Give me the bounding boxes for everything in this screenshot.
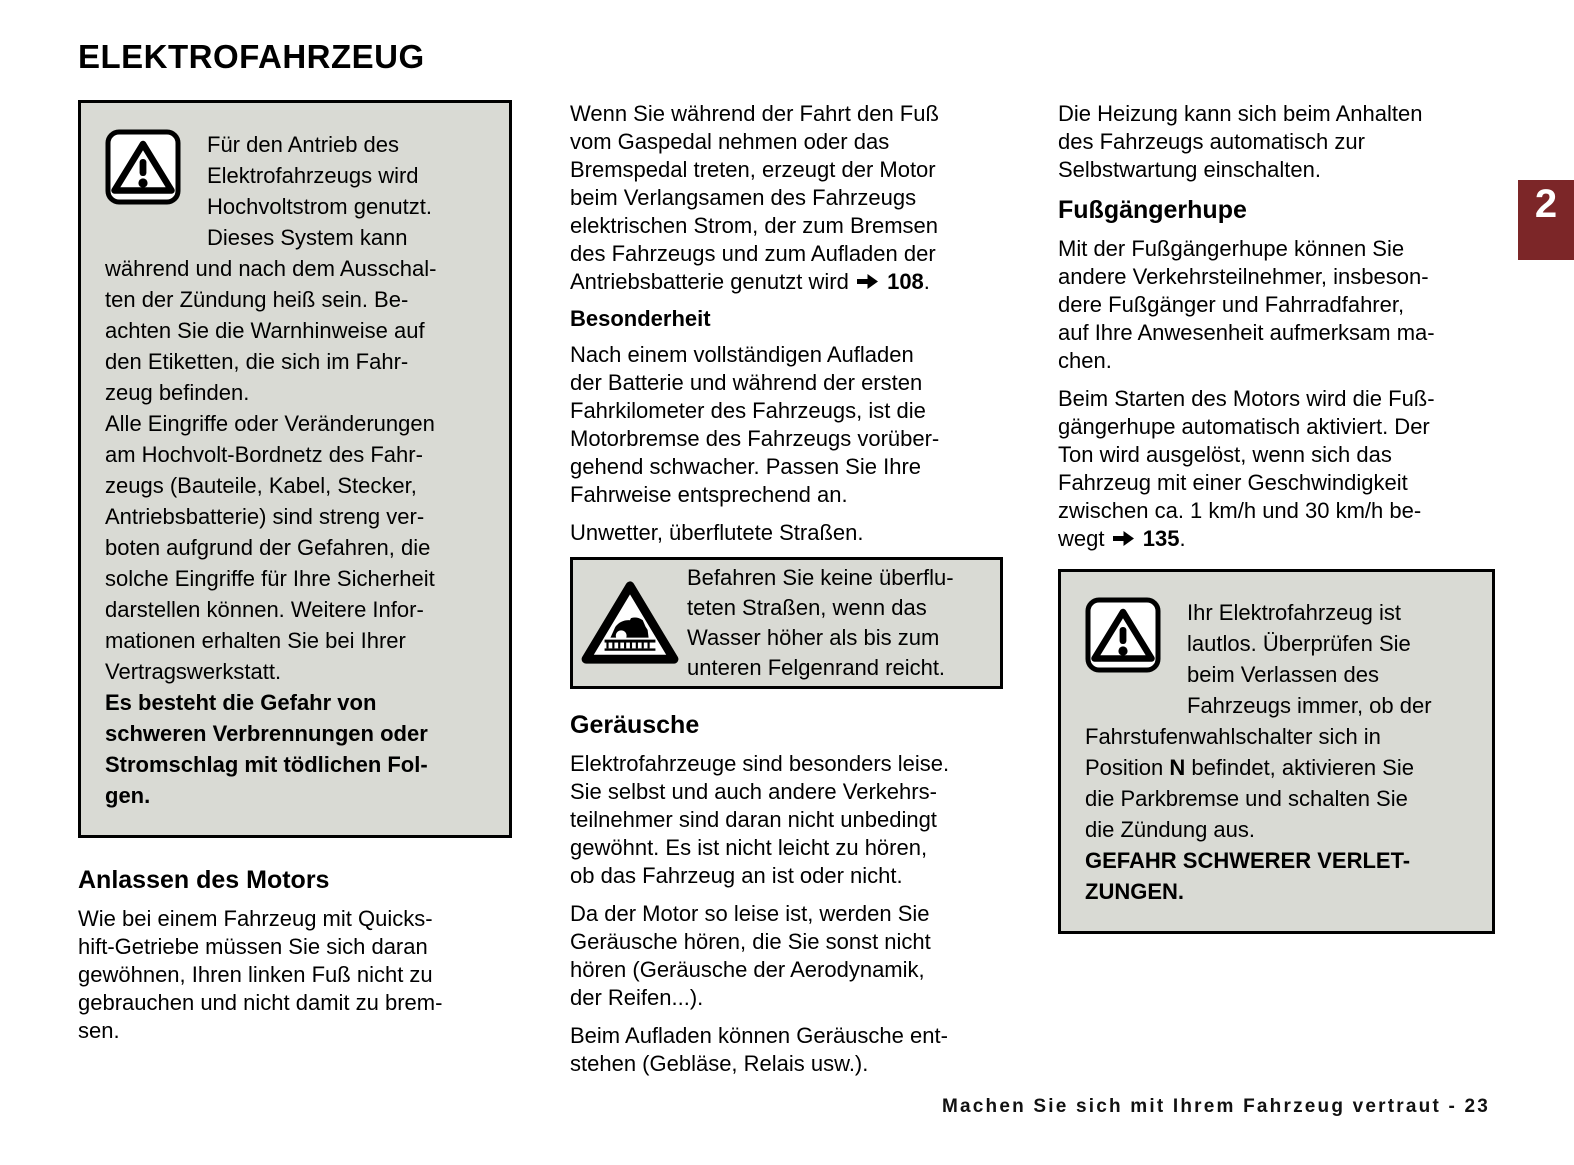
flood-box-text: Befahren Sie keine überflu- teten Straßen, wenn das Wasser höher als bis zum unteren Felgenrand reicht. xyxy=(687,565,954,680)
silent-box-lines-a: Ihr Elektrofahrzeug ist lautlos. Überprüfen Sie beim Verlassen des Fahrzeugs immer, ob der Fahrstufenwahlschalter sich in xyxy=(1085,600,1432,749)
fussgaengerhupe-ref-line xyxy=(1058,525,1495,553)
ref-line-period: . xyxy=(1179,526,1186,551)
section-heading-geraeusche: Geräusche xyxy=(570,711,700,739)
gear-position-n: N xyxy=(1169,755,1186,780)
n-line-prefix: Position xyxy=(1085,755,1170,780)
arrow-right-icon xyxy=(857,273,878,290)
warning-box-body: Für den Antrieb des Elektrofahrzeugs wird Hochvoltstrom genutzt. Dieses System kann während und nach dem Ausschal- ten der Zündung heiß sein. Be- achten Sie die Warnhinweise auf den Etiketten, die sich im Fahr- zeug befinden. Alle Eingriffe oder Veränderungen am Hochvolt-Bordnetz des Fahr- zeugs (Bauteile, Kabel, Stecker, Antriebsbatterie) sind streng ver- boten aufgrund der Gefahren, die solche Eingriffe für Ihre Sicherheit darstellen können. Weitere Infor- mationen erhalten Sie bei Ihrer Vertragswerkstatt. xyxy=(105,132,437,684)
n-line-suffix: befindet, aktivieren Sie xyxy=(1185,755,1414,780)
section-heading-fussgaengerhupe: Fußgängerhupe xyxy=(1058,196,1247,224)
cross-reference-135[interactable]: 135 xyxy=(1142,526,1180,551)
ref-line-period: . xyxy=(923,269,930,294)
silent-box-danger-statement: GEFAHR SCHWERER VERLET- ZUNGEN. xyxy=(1085,848,1411,904)
regen-braking-ref-line xyxy=(570,268,1003,296)
high-voltage-warning-box xyxy=(78,100,512,838)
flooded-road-warning-box xyxy=(570,557,1003,689)
geraeusche-paragraph-2: Da der Motor so leise ist, werden Sie Geräusche hören, die Sie sonst nicht hören (Geräusche der Aerodynamik, der Reifen...). xyxy=(570,901,931,1010)
fussgaengerhupe-paragraph-1: Mit der Fußgängerhupe können Sie andere Verkehrsteilnehmer, insbeson- dere Fußgänger und Fahrradfahrer, auf Ihre Anwesenheit aufmerksam ma- chen. xyxy=(1058,236,1435,373)
right-column xyxy=(1058,100,1495,934)
ref-line-text: Antriebsbatterie genutzt wird xyxy=(570,269,849,294)
ref-line-text: wegt xyxy=(1058,526,1105,551)
flood-icon-wrapper xyxy=(581,579,687,667)
footer-page-line: Machen Sie sich mit Ihrem Fahrzeug vertraut - 23 xyxy=(941,1096,1490,1117)
silent-box-lines-b: die Parkbremse und schalten Sie die Zündung aus. xyxy=(1085,786,1408,842)
unwetter-line: Unwetter, überflutete Straßen. xyxy=(570,520,864,545)
warning-icon-wrapper xyxy=(1085,597,1187,721)
section-anlassen-paragraph: Wie bei einem Fahrzeug mit Quicks- hift-Getriebe müssen Sie sich daran gewöhnen, Ihren linken Fuß nicht zu gebrauchen und nicht damit zu brem- sen. xyxy=(78,906,443,1043)
middle-column xyxy=(570,100,1003,1088)
page-title: ELEKTROFAHRZEUG xyxy=(78,38,425,75)
flooded-road-warning-icon xyxy=(581,579,679,667)
cross-reference-108[interactable]: 108 xyxy=(887,269,924,294)
warning-triangle-icon xyxy=(105,129,181,205)
fussgaengerhupe-paragraph-2: Beim Starten des Motors wird die Fuß- gängerhupe automatisch aktiviert. Der Ton wird ausgelöst, wenn sich das Fahrzeug mit einer Geschwindigkeit zwischen ca. 1 km/h und 30 km/h be- xyxy=(1058,386,1435,523)
regen-braking-paragraph: Wenn Sie während der Fahrt den Fuß vom Gaspedal nehmen oder das Bremspedal treten, erzeugt der Motor beim Verlangsamen des Fahrzeugs elektrischen Strom, der zum Bremsen des Fahrzeugs und zum Aufladen der xyxy=(570,101,939,266)
heizung-paragraph: Die Heizung kann sich beim Anhalten des Fahrzeugs automatisch zur Selbstwartung einschalten. xyxy=(1058,101,1423,182)
geraeusche-paragraph-3: Beim Aufladen können Geräusche ent- stehen (Gebläse, Relais usw.). xyxy=(570,1023,948,1076)
arrow-right-icon xyxy=(1113,530,1134,547)
section-heading-anlassen: Anlassen des Motors xyxy=(78,866,330,894)
besonderheit-paragraph: Nach einem vollständigen Aufladen der Batterie und während der ersten Fahrkilometer des Fahrzeugs, ist die Motorbremse des Fahrzeugs vorüber- gehend schwacher. Passen Sie Ihre Fahrweise entsprechend an. xyxy=(570,342,940,507)
left-column xyxy=(78,100,512,1055)
warning-triangle-icon xyxy=(1085,597,1161,673)
warning-icon-wrapper xyxy=(105,129,207,247)
silent-box-position-n-line xyxy=(1085,752,1468,783)
silent-vehicle-warning-box xyxy=(1058,569,1495,934)
geraeusche-paragraph-1: Elektrofahrzeuge sind besonders leise. Sie selbst und auch andere Verkehrs- teilnehmer sind daran nicht unbedingt gewöhnt. Es ist nicht leicht zu hören, ob das Fahrzeug an ist oder nicht. xyxy=(570,751,950,888)
subheading-besonderheit: Besonderheit xyxy=(570,306,711,331)
warning-box-bold-statement: Es besteht die Gefahr von schweren Verbrennungen oder Stromschlag mit tödlichen Fol- gen. xyxy=(105,690,428,808)
chapter-tab[interactable]: 2 xyxy=(1518,180,1574,260)
